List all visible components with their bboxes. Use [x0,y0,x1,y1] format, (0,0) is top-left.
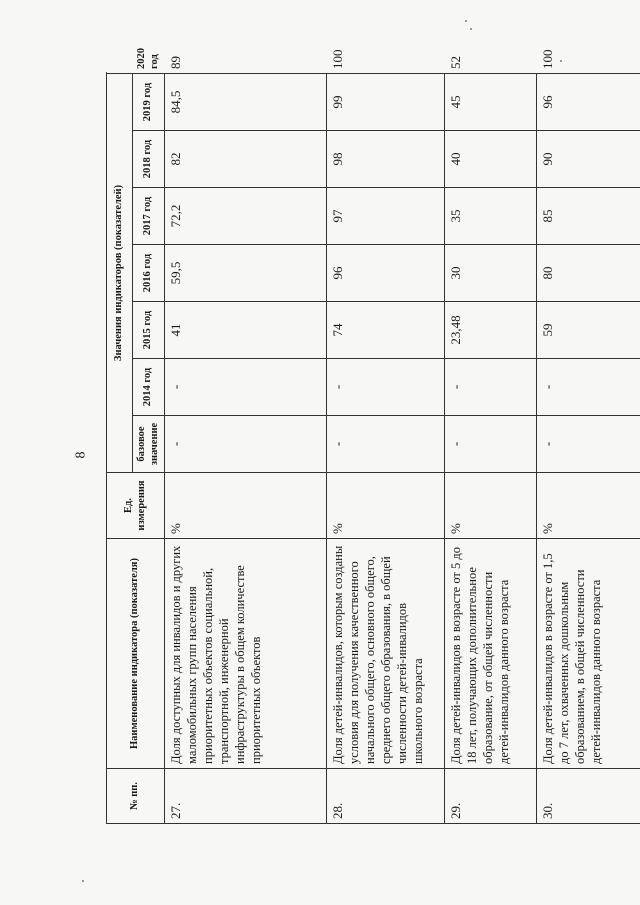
table-row: 29. Доля детей-инвалидов в возрасте от 5 до 18 лет, получающих дополнительное образование, от общей численности детей-инвалидов данного возраста % - - 23,48 30 35 40 45 52 [445,74,537,824]
cell-base: - [165,416,327,473]
scan-speck [560,60,562,62]
page-number: 8 [73,451,89,459]
cell-2017: 35 [445,188,537,245]
header-unit: Ед. измерения [107,473,165,539]
cell-2014: - [327,359,445,416]
row-name: Доля детей-инвалидов, которым созданы условия для получения качественного начального общего, основного общего, среднего общего образования, в общей численности детей-инвалидов школьного возраста [327,539,445,769]
table-row: 30. Доля детей-инвалидов в возрасте от 1,5 до 7 лет, охваченных дошкольным образованием, в общей численности детей-инвалидов данного возраста % - - 59 80 85 90 96 100 [537,74,640,824]
indicators-table: № пп. Наименование индикатора (показателя) Ед. измерения Значения индикаторов (показателей) базовое значение 2014 год 2015 год 2016 год 2017 год 2018 год 2019 год 2020 год 27. Доля доступных для инвалидов и других маломобильных групп населения приоритетных объектов социальной, транспортной, инженерной инфраструктуры в общем количестве приоритетных объектов % - - 41 59,5 72,2 82 84,5 89 28. Доля детей-инвалидов, которым созданы условия для получения качественного начального общего, основного общего, среднего общего образования, в общей численности детей-инвалидов школьного возраста % - - 74 96 97 98 99 100 29. Доля детей-инвалидов в возрасте от 5 до 18 лет, получающих дополнительное образование, от общей численности детей-инвалидов данного возраста % - - 23,48 30 35 40 45 52 30. Доля детей-инвалидов в возрасте от 1,5 до 7 лет, охваченных дошкольным образованием, в общей численности детей-инвалидов данного возраста % - - 59 80 85 90 96 100 [106,73,640,824]
row-num: 27. [165,769,327,824]
header-2014: 2014 год [133,359,165,416]
header-name: Наименование индикатора (показателя) [107,539,165,769]
cell-2018: 98 [327,131,445,188]
cell-2014: - [537,359,640,416]
scan-speck [82,880,84,882]
row-unit: % [327,473,445,539]
row-num: 29. [445,769,537,824]
header-values-group: Значения индикаторов (показателей) [107,74,133,473]
cell-2019: 99 [327,74,445,131]
row-num: 28. [327,769,445,824]
cell-base: - [537,416,640,473]
cell-2014: - [445,359,537,416]
cell-2016: 30 [445,245,537,302]
cell-base: - [445,416,537,473]
scan-speck [465,20,467,22]
cell-2015: 41 [165,302,327,359]
cell-2019: 96 [537,74,640,131]
cell-2017: 85 [537,188,640,245]
row-num: 30. [537,769,640,824]
header-2018: 2018 год [133,131,165,188]
cell-2017: 72,2 [165,188,327,245]
row-name: Доля детей-инвалидов в возрасте от 5 до 18 лет, получающих дополнительное образование, от общей численности детей-инвалидов данного возраста [445,539,537,769]
row-unit: % [445,473,537,539]
rotated-table-container [106,48,640,824]
header-2016: 2016 год [133,245,165,302]
row-unit: % [165,473,327,539]
cell-2015: 74 [327,302,445,359]
header-base: базовое значение [133,416,165,473]
cell-2018: 90 [537,131,640,188]
cell-2019: 45 [445,74,537,131]
row-unit: % [537,473,640,539]
cell-2016: 80 [537,245,640,302]
cell-2015: 59 [537,302,640,359]
cell-2017: 97 [327,188,445,245]
header-2015: 2015 год [133,302,165,359]
header-2019: 2019 год [133,74,165,131]
cell-2015: 23,48 [445,302,537,359]
header-2017: 2017 год [133,188,165,245]
header-num: № пп. [107,769,165,824]
cell-2016: 96 [327,245,445,302]
table-row: 27. Доля доступных для инвалидов и других маломобильных групп населения приоритетных объектов социальной, транспортной, инженерной инфраструктуры в общем количестве приоритетных объектов % - - 41 59,5 72,2 82 84,5 89 [165,74,327,824]
cell-2018: 82 [165,131,327,188]
row-name: Доля доступных для инвалидов и других маломобильных групп населения приоритетных объектов социальной, транспортной, инженерной инфраструктуры в общем количестве приоритетных объектов [165,539,327,769]
cell-2014: - [165,359,327,416]
cell-2018: 40 [445,131,537,188]
table-row: 28. Доля детей-инвалидов, которым созданы условия для получения качественного начального общего, основного общего, среднего общего образования, в общей численности детей-инвалидов школьного возраста % - - 74 96 97 98 99 100 [327,74,445,824]
cell-2016: 59,5 [165,245,327,302]
cell-base: - [327,416,445,473]
row-name: Доля детей-инвалидов в возрасте от 1,5 до 7 лет, охваченных дошкольным образованием, в общей численности детей-инвалидов данного возраста [537,539,640,769]
cell-2019: 84,5 [165,74,327,131]
scan-speck [470,28,472,30]
